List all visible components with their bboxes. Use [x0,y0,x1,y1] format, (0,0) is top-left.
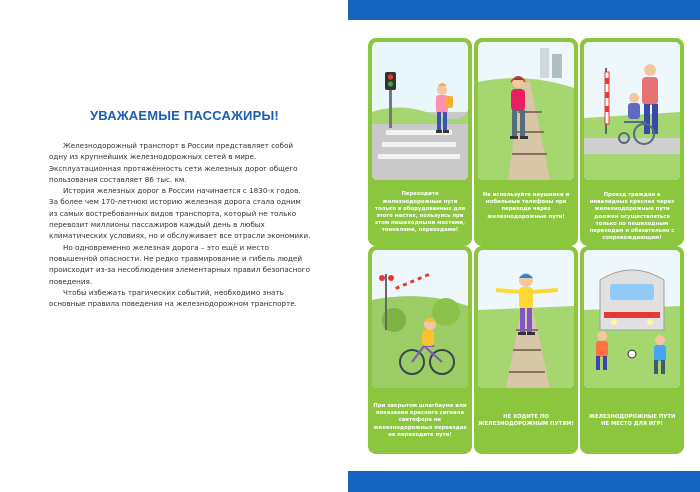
rule-card-no-walking [474,246,578,454]
rule-caption: НЕ ХОДИТЕ ПО ЖЕЛЕЗНОДОРОЖНЫМ ПУТЯМ! [478,413,574,427]
paragraph: Железнодорожный транспорт в России представляет собой одну из крупнейших железнодорожных сетей в мире. Эксплуатационная протяжённость сети железных дорог общего пользования составляет 86 тыс. км. [49,141,298,184]
bottom-blue-band [348,471,700,492]
top-blue-band [348,0,700,20]
rule-caption: Не используйте наушники и мобильные телефоны при переходе через железнодорожные пути! [482,192,570,220]
rule-card-barrier [368,246,472,454]
illustration-boy-on-rails [478,250,574,388]
rule-caption: ЖЕЛЕЗНОДОРОЖНЫЕ ПУТИ НЕ МЕСТО ДЛЯ ИГР! [588,413,676,427]
headphones-illustration [478,42,574,180]
right-page [348,0,700,492]
left-page [0,0,348,492]
rule-card-no-games [580,246,684,454]
illustration-pedestrian-crossing [372,42,468,180]
illustration-cyclist-crossing [372,250,468,388]
rails-illustration [478,250,574,388]
rule-caption: При закрытом шлагбауме или показании красного сигнала светофора не железнодорожных переездах не переходите пути! [373,402,467,438]
rule-card-wheelchair [580,38,684,246]
page-title: УВАЖАЕМЫЕ ПАССАЖИРЫ! [90,108,279,123]
rule-caption: Проезд граждан в инвалидных креслах через железнодорожные пути должен осуществляться только по пешеходным переходам и обязательно с сопровождающим! [589,192,675,242]
paragraph: История железных дорог в России начинается с 1830-х годов. За более чем 170-летнюю историю железная дорога стала одним из самых востребованных видов транспорта, который не только перевозит миллионы пассажиров каждый день в любых климатических условиях, но и обслуживает все отрасли экономики. [49,186,311,241]
train-illustration [584,250,680,388]
rule-caption: Переходите железнодорожные пути только в оборудованных для этого местах, пользуясь при этом пешеходными мостами, тоннелями, переездами! [374,191,466,234]
paragraph: Но одновременно железная дорога – это ещё и место повышенной опасности. Не редко травмирование и гибель людей происходит из-за несоблюдения элементарных правил безопасного поведения. [49,242,310,286]
paragraph: Чтобы избежать трагических событий, необходимо знать основные правила поведения на железнодорожном транспорте. [49,287,297,309]
illustration-children-train [584,250,680,388]
rule-card-crossing [368,38,472,246]
pedestrian-crossing-illustration [372,42,468,180]
wheelchair-illustration [584,42,680,180]
cyclist-illustration [372,250,468,388]
illustration-wheelchair-escort [584,42,680,180]
illustration-girl-with-headphones [478,42,574,180]
intro-text [49,140,311,309]
rule-card-headphones [474,38,578,246]
